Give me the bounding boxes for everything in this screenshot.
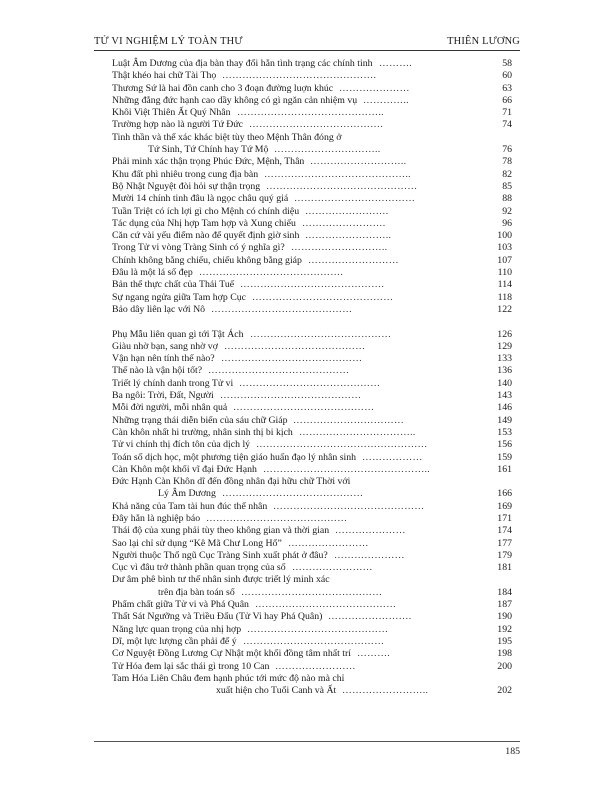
toc-entry bbox=[112, 685, 512, 697]
toc-leader-dots: …………………………………… bbox=[250, 328, 392, 340]
toc-entry bbox=[112, 255, 512, 267]
toc-entry-page: 103 bbox=[497, 242, 512, 254]
toc-entry-title: Càn Khôn một khối vĩ đại Đức Hạnh bbox=[112, 463, 257, 475]
toc-leader-dots: ……………………. bbox=[302, 217, 386, 229]
toc-leader-dots: ………. bbox=[379, 58, 413, 69]
toc-entry-page: 177 bbox=[497, 537, 512, 549]
toc-entry-title: Đâu là một lá số đẹp bbox=[112, 267, 193, 279]
toc-entry-page: 153 bbox=[497, 426, 512, 438]
toc-leader-dots: ……………………….. bbox=[291, 242, 388, 254]
toc-entry-title: Bảo dây liên lạc với Nô bbox=[112, 303, 206, 315]
toc-entry bbox=[112, 329, 512, 341]
author-name: THIÊN LƯƠNG bbox=[447, 36, 520, 47]
toc-entry bbox=[112, 206, 512, 218]
toc-entry-title: Càn khôn nhất hi trường, nhân sinh thị bi kịch bbox=[112, 426, 293, 438]
toc-leader-dots: …………………….. bbox=[342, 685, 429, 697]
toc-leader-dots: …………………………………… bbox=[247, 623, 389, 635]
toc-entry-page: 100 bbox=[497, 230, 512, 242]
toc-leader-dots: …………………………………… bbox=[243, 635, 385, 647]
toc-entry bbox=[112, 95, 512, 107]
toc-entry-title: Lý Âm Dương bbox=[158, 488, 216, 500]
toc-leader-dots: …………………………………… bbox=[233, 402, 375, 414]
toc-entry-title: xuất hiện cho Tuổi Canh và Ất bbox=[216, 685, 337, 697]
toc-entry-page: 192 bbox=[497, 623, 512, 635]
toc-leader-dots: …………………………………… bbox=[206, 512, 348, 524]
toc-entry-title: Tứ Sinh, Tứ Chính hay Tứ Mộ bbox=[148, 144, 269, 156]
toc-leader-dots: …………………………………… bbox=[208, 365, 350, 377]
toc-entry-title: Phụ Mẫu liên quan gì tới Tật Ách bbox=[112, 328, 244, 340]
toc-entry bbox=[112, 550, 512, 562]
toc-leader-dots: …………………………………… bbox=[239, 377, 381, 389]
toc-leader-dots: ………………… bbox=[334, 549, 405, 561]
toc-entry-page: 146 bbox=[497, 402, 512, 414]
toc-leader-dots: …………………………….. bbox=[299, 426, 416, 438]
toc-entry-page: 136 bbox=[497, 365, 512, 377]
toc-entry-page: 166 bbox=[497, 488, 512, 500]
toc-entry bbox=[112, 58, 512, 70]
section-gap bbox=[112, 316, 512, 328]
toc-entry-page: 122 bbox=[497, 303, 512, 315]
toc-entry bbox=[112, 525, 512, 537]
toc-leader-dots: ……………………………………… bbox=[266, 180, 418, 192]
table-of-contents bbox=[112, 58, 512, 697]
toc-entry bbox=[112, 132, 512, 144]
toc-entry-title: Triết lý chính danh trong Tử vi bbox=[112, 377, 234, 389]
toc-leader-dots: …………………………………. bbox=[249, 119, 384, 131]
toc-entry-page: 174 bbox=[497, 525, 512, 537]
toc-leader-dots: ………….. bbox=[363, 94, 409, 106]
footer-rule bbox=[94, 741, 520, 742]
toc-entry-title: Vận hạn nên tính thế nào? bbox=[112, 353, 215, 365]
toc-entry bbox=[112, 107, 512, 119]
toc-entry bbox=[112, 574, 512, 586]
toc-entry-page: 179 bbox=[497, 549, 512, 561]
toc-entry-title: Tử vi chính thị đích tôn của dịch lý bbox=[112, 439, 251, 451]
toc-entry bbox=[112, 648, 512, 660]
toc-leader-dots: …………………………………… bbox=[220, 390, 362, 402]
toc-entry-title: Luật Âm Dương của địa bàn thay đổi hẳn tình trạng các chính tinh bbox=[112, 58, 373, 69]
toc-entry bbox=[112, 390, 512, 402]
toc-entry-page: 74 bbox=[502, 119, 512, 131]
toc-entry-title: Thế nào là vận hội tốt? bbox=[112, 365, 203, 377]
toc-leader-dots: …………………………………….. bbox=[237, 107, 384, 119]
toc-leader-dots: ……………………. bbox=[305, 205, 389, 217]
toc-entry-page: 171 bbox=[497, 512, 512, 524]
toc-leader-dots: …………………………………… bbox=[252, 291, 394, 303]
toc-entry-title: Dư âm phê bình tư thế nhân sinh được triết lý minh xác bbox=[112, 574, 330, 586]
toc-entry-title: Toán số dịch học, một phương tiện giáo huấn đạo lý nhân sinh bbox=[112, 451, 357, 463]
toc-entry-page: 63 bbox=[502, 82, 512, 94]
toc-entry bbox=[112, 476, 512, 488]
toc-entry bbox=[112, 402, 512, 414]
toc-leader-dots: ………………………………………….. bbox=[263, 463, 431, 475]
toc-entry-page: 143 bbox=[497, 390, 512, 402]
toc-entry bbox=[112, 144, 512, 156]
toc-entry-page: 76 bbox=[502, 144, 512, 156]
toc-entry bbox=[112, 501, 512, 513]
toc-leader-dots: …………………… bbox=[288, 537, 369, 549]
toc-entry-page: 92 bbox=[502, 205, 512, 217]
toc-entry-page: 190 bbox=[497, 611, 512, 623]
toc-leader-dots: ……………………………………. bbox=[199, 267, 344, 279]
toc-entry bbox=[112, 415, 512, 427]
toc-leader-dots: …………………………………………… bbox=[256, 439, 428, 451]
toc-entry bbox=[112, 169, 512, 181]
toc-entry bbox=[112, 353, 512, 365]
toc-entry bbox=[112, 562, 512, 574]
toc-entry-page: 114 bbox=[497, 279, 512, 291]
toc-entry-title: Dĩ, một lực lượng cần phải để ý bbox=[112, 635, 237, 647]
toc-leader-dots: …………………………………… bbox=[224, 340, 366, 352]
toc-entry-title: Tuần Triệt có ích lợi gì cho Mệnh có chính diệu bbox=[112, 205, 300, 217]
toc-entry-title: Bản thể thực chất của Thái Tuế bbox=[112, 279, 235, 291]
toc-entry-title: Sự ngang ngửa giữa Tam hợp Cục bbox=[112, 291, 246, 303]
toc-entry-title: Khả năng của Tam tài hun đúc thể nhân bbox=[112, 500, 268, 512]
toc-leader-dots: ……………… bbox=[362, 451, 423, 463]
toc-entry bbox=[112, 513, 512, 525]
toc-entry-title: Sao lại chỉ sử dụng “Kê Mã Chư Long Hổ” bbox=[112, 537, 282, 549]
toc-entry-title: Chính không bằng chiếu, chiếu không bằng giáp bbox=[112, 254, 302, 266]
toc-entry-page: 195 bbox=[497, 635, 512, 647]
toc-entry-page: 184 bbox=[497, 586, 512, 598]
toc-entry-title: Thái độ của xung phải tùy theo không gian và thời gian bbox=[112, 525, 330, 537]
toc-entry-page: 107 bbox=[497, 254, 512, 266]
toc-entry-page: 200 bbox=[497, 660, 512, 672]
toc-entry bbox=[112, 624, 512, 636]
toc-leader-dots: …………………………………….. bbox=[264, 168, 411, 180]
toc-leader-dots: …………………………………… bbox=[211, 303, 353, 315]
toc-entry bbox=[112, 70, 512, 82]
toc-leader-dots: …………………………………… bbox=[255, 599, 397, 611]
toc-entry-page: 159 bbox=[497, 451, 512, 463]
toc-entry bbox=[112, 599, 512, 611]
toc-entry-page: 198 bbox=[497, 648, 512, 660]
toc-entry-page: 96 bbox=[502, 217, 512, 229]
toc-entry bbox=[112, 279, 512, 291]
toc-entry-title: Cơ Nguyệt Đồng Lương Cự Nhật một khối đồng tâm nhất trí bbox=[112, 648, 351, 660]
toc-entry-title: Khu đất phì nhiêu trong cung địa bàn bbox=[112, 168, 259, 180]
toc-entry bbox=[112, 636, 512, 648]
toc-entry bbox=[112, 464, 512, 476]
toc-entry-page: 156 bbox=[497, 439, 512, 451]
toc-leader-dots: ……………………………………. bbox=[240, 279, 385, 291]
toc-entry-title: Thất Sát Ngưỡng và Triều Đẩu (Tử Vi hay Phá Quân) bbox=[112, 611, 323, 623]
toc-entry-title: Năng lực quan trọng của nhị hợp bbox=[112, 623, 242, 635]
book-title: TỬ VI NGHIỆM LÝ TOÀN THƯ bbox=[94, 36, 243, 47]
toc-entry-title: Thương Sứ là hai đồn canh cho 3 đoạn đường luợn khúc bbox=[112, 82, 334, 94]
toc-entry-page: 140 bbox=[497, 377, 512, 389]
toc-entry-title: Căn cứ vài yếu điểm nào để quyết định giờ sinh bbox=[112, 230, 300, 242]
toc-entry-title: Ba ngôi: Trời, Đất, Người bbox=[112, 390, 214, 402]
toc-entry bbox=[112, 267, 512, 279]
toc-entry-page: 161 bbox=[497, 463, 512, 475]
toc-entry bbox=[112, 673, 512, 685]
toc-entry-title: Phải minh xác thận trọng Phúc Đức, Mệnh, Thân bbox=[112, 156, 305, 168]
toc-entry bbox=[112, 378, 512, 390]
toc-entry-page: 82 bbox=[502, 168, 512, 180]
toc-entry bbox=[112, 242, 512, 254]
toc-entry bbox=[112, 538, 512, 550]
toc-entry-page: 85 bbox=[502, 180, 512, 192]
toc-entry bbox=[112, 488, 512, 500]
toc-entry-page: 181 bbox=[497, 562, 512, 574]
toc-leader-dots: ……………………………………… bbox=[273, 500, 425, 512]
toc-leader-dots: …………………………… bbox=[293, 414, 405, 426]
toc-entry-title: Trường hợp nào là người Tứ Đức bbox=[112, 119, 243, 131]
toc-entry-page: 126 bbox=[497, 328, 512, 340]
toc-entry-title: Mười 14 chính tinh đâu là ngọc châu quý giá bbox=[112, 193, 289, 205]
toc-leader-dots: ……………………….. bbox=[310, 156, 407, 168]
toc-entry bbox=[112, 119, 512, 131]
toc-entry-page: 58 bbox=[502, 58, 512, 69]
toc-leader-dots: ………………… bbox=[339, 82, 410, 94]
toc-entry-page: 66 bbox=[502, 94, 512, 106]
toc-leader-dots: ………. bbox=[357, 648, 391, 660]
toc-entry-page: 118 bbox=[497, 291, 512, 303]
toc-entry bbox=[112, 292, 512, 304]
toc-entry-title: Đây hẳn là nghiệp báo bbox=[112, 512, 201, 524]
toc-entry bbox=[112, 156, 512, 168]
toc-entry bbox=[112, 452, 512, 464]
header-rule bbox=[94, 50, 520, 51]
toc-entry-title: Giàu nhờ bạn, sang nhờ vợ bbox=[112, 340, 218, 352]
toc-entry bbox=[112, 661, 512, 673]
toc-entry-page: 169 bbox=[497, 500, 512, 512]
toc-entry-title: Tam Hóa Liên Châu đem hạnh phúc tới mức độ nào mà chỉ bbox=[112, 672, 345, 684]
toc-entry-title: Khôi Việt Thiên Ất Quý Nhân bbox=[112, 107, 231, 119]
toc-entry-title: Tác dụng của Nhị hợp Tam hợp và Xung chiếu bbox=[112, 217, 296, 229]
toc-leader-dots: ………………………………………. bbox=[222, 70, 377, 82]
toc-entry bbox=[112, 218, 512, 230]
toc-entry bbox=[112, 181, 512, 193]
toc-entry-title: Những đẳng đức hạnh cao dầy không có gì ngăn cản nhiệm vụ bbox=[112, 94, 358, 106]
toc-leader-dots: ………………… bbox=[335, 525, 406, 537]
toc-leader-dots: ………………………….. bbox=[274, 144, 381, 156]
toc-entry-title: Trong Tử vi vòng Tràng Sinh có ý nghĩa gì? bbox=[112, 242, 285, 254]
toc-entry bbox=[112, 611, 512, 623]
toc-leader-dots: …………………….. bbox=[305, 230, 392, 242]
toc-leader-dots: …………………… bbox=[275, 660, 356, 672]
toc-entry-title: Bộ Nhật Nguyệt đòi hỏi sự thận trọng bbox=[112, 180, 261, 192]
toc-entry bbox=[112, 230, 512, 242]
toc-entry-page: 60 bbox=[502, 70, 512, 82]
toc-entry-page: 149 bbox=[497, 414, 512, 426]
toc-leader-dots: …………………………………… bbox=[222, 488, 364, 500]
toc-entry-page: 110 bbox=[497, 267, 512, 279]
toc-entry-title: Mỗi đời người, mỗi nhân quả bbox=[112, 402, 228, 414]
toc-entry bbox=[112, 365, 512, 377]
toc-entry bbox=[112, 587, 512, 599]
toc-entry-page: 187 bbox=[497, 599, 512, 611]
toc-entry-page: 71 bbox=[502, 107, 512, 119]
toc-entry bbox=[112, 304, 512, 316]
toc-entry-page: 78 bbox=[502, 156, 512, 168]
toc-entry-title: Người thuộc Thổ ngũ Cục Tràng Sinh xuất phát ở đâu? bbox=[112, 549, 328, 561]
toc-leader-dots: ……………………… bbox=[308, 254, 399, 266]
toc-entry-title: trên địa bàn toán số bbox=[158, 586, 235, 598]
toc-entry bbox=[112, 193, 512, 205]
toc-entry-title: Tử Hóa đem lại sắc thái gì trong 10 Can bbox=[112, 660, 270, 672]
toc-entry-page: 129 bbox=[497, 340, 512, 352]
toc-leader-dots: …………………………………… bbox=[221, 353, 363, 365]
toc-entry-title: Thật khéo hai chữ Tài Thọ bbox=[112, 70, 217, 82]
toc-entry-title: Những trạng thái diễn biến của sáu chữ Giáp bbox=[112, 414, 288, 426]
toc-entry-page: 202 bbox=[497, 685, 512, 697]
toc-entry-title: Phẩm chất giữa Tử vi và Phá Quân bbox=[112, 599, 249, 611]
toc-leader-dots: …………………………………… bbox=[241, 586, 383, 598]
toc-entry-title: Đức Hạnh Càn Khôn dĩ đến đồng nhân đại hữu chữ Thời với bbox=[112, 476, 351, 488]
toc-entry-title: Tinh thần và thể xác khác biệt tùy theo Mệnh Thân đóng ở bbox=[112, 131, 342, 143]
toc-entry bbox=[112, 83, 512, 95]
page-number: 185 bbox=[505, 746, 520, 757]
toc-entry bbox=[112, 341, 512, 353]
toc-entry bbox=[112, 439, 512, 451]
toc-entry-title: Cục vì đâu trở thành phần quan trọng của số bbox=[112, 562, 286, 574]
toc-leader-dots: ……………………………… bbox=[294, 193, 416, 205]
toc-leader-dots: …………………… bbox=[292, 562, 373, 574]
toc-entry-page: 88 bbox=[502, 193, 512, 205]
toc-entry-page: 133 bbox=[497, 353, 512, 365]
toc-entry bbox=[112, 427, 512, 439]
toc-leader-dots: ……………………. bbox=[328, 611, 412, 623]
